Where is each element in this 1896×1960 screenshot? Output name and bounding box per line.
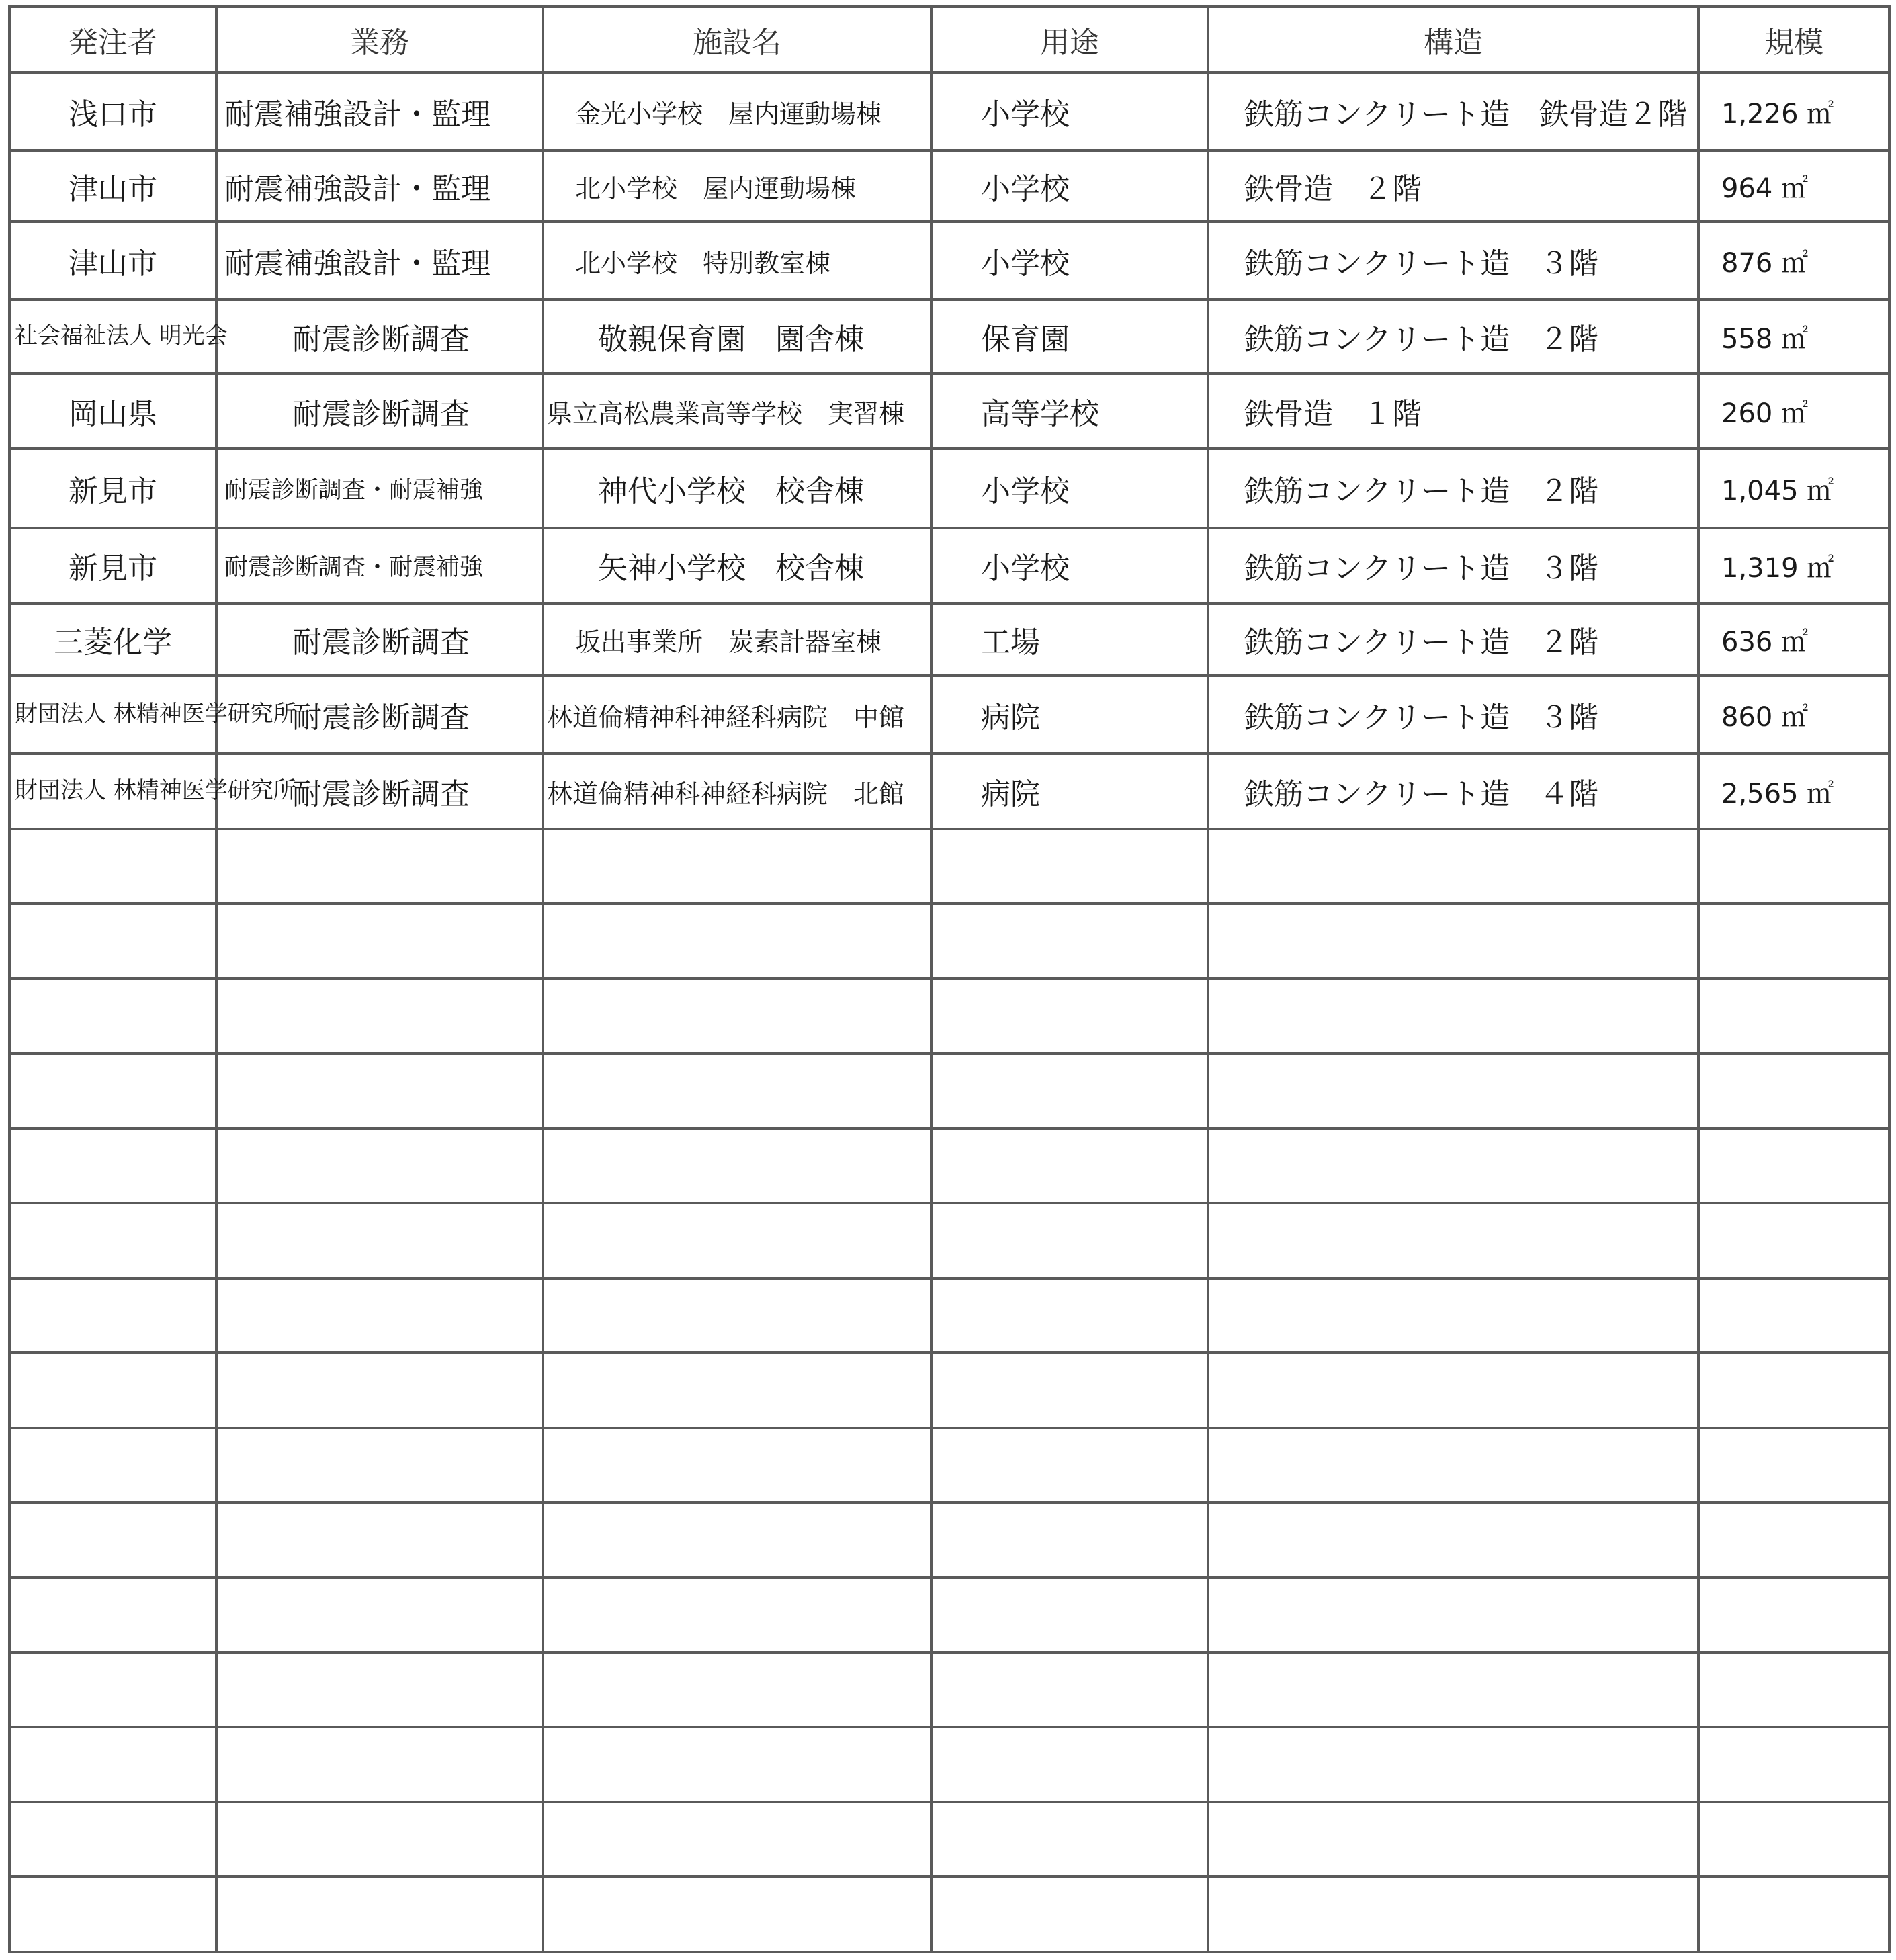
cell-client: 新見市 — [9, 449, 216, 528]
cell-service: 耐震診断調査 — [216, 300, 543, 373]
empty-table-row — [9, 903, 1889, 978]
cell-facility: 北小学校 屋内運動場棟 — [543, 150, 931, 222]
cell-service: 耐震診断調査・耐震補強 — [216, 528, 543, 603]
cell-client: 社会福祉法人 明光会 — [9, 300, 216, 373]
empty-cell — [9, 1203, 216, 1278]
table-row — [9, 603, 1889, 676]
empty-cell — [9, 1802, 216, 1877]
empty-cell — [543, 1278, 931, 1353]
cell-facility: 県立高松農業高等学校 実習棟 — [543, 373, 931, 449]
empty-table-row — [9, 1128, 1889, 1203]
cell-scale: 636 ㎡ — [1698, 603, 1889, 676]
cell-service: 耐震診断調査・耐震補強 — [216, 449, 543, 528]
empty-cell — [1698, 1802, 1889, 1877]
empty-cell — [216, 1727, 543, 1801]
empty-table-row — [9, 1503, 1889, 1577]
cell-scale: 2,565 ㎡ — [1698, 754, 1889, 829]
table-row — [9, 449, 1889, 528]
cell-structure: 鉄筋コンクリート造 ４階 — [1208, 754, 1698, 829]
header-facility: 施設名 — [543, 7, 931, 73]
empty-table-row — [9, 979, 1889, 1053]
facility-list-sheet — [8, 5, 1888, 1953]
cell-use: 小学校 — [931, 528, 1208, 603]
empty-cell — [1208, 1128, 1698, 1203]
header-client: 発注者 — [9, 7, 216, 73]
empty-cell — [543, 1428, 931, 1503]
empty-cell — [1208, 1278, 1698, 1353]
empty-table-row — [9, 1203, 1889, 1278]
empty-cell — [1698, 1503, 1889, 1577]
empty-cell — [1698, 903, 1889, 978]
cell-facility: 金光小学校 屋内運動場棟 — [543, 73, 931, 150]
empty-cell — [1208, 1802, 1698, 1877]
cell-client: 浅口市 — [9, 73, 216, 150]
empty-cell — [9, 1877, 216, 1952]
empty-cell — [216, 1353, 543, 1427]
empty-cell — [931, 1278, 1208, 1353]
cell-scale: 260 ㎡ — [1698, 373, 1889, 449]
cell-client: 財団法人 林精神医学研究所 — [9, 754, 216, 829]
empty-cell — [1698, 1877, 1889, 1952]
cell-facility: 矢神小学校 校舎棟 — [543, 528, 931, 603]
empty-cell — [931, 1203, 1208, 1278]
empty-cell — [9, 1128, 216, 1203]
cell-use: 小学校 — [931, 449, 1208, 528]
empty-cell — [543, 979, 931, 1053]
cell-client: 岡山県 — [9, 373, 216, 449]
empty-cell — [216, 1278, 543, 1353]
empty-table-row — [9, 1652, 1889, 1727]
empty-cell — [1698, 1428, 1889, 1503]
empty-cell — [1698, 1727, 1889, 1801]
empty-cell — [9, 829, 216, 903]
cell-service: 耐震補強設計・監理 — [216, 73, 543, 150]
empty-cell — [216, 829, 543, 903]
table-row — [9, 150, 1889, 222]
empty-cell — [543, 1053, 931, 1128]
empty-cell — [543, 1353, 931, 1427]
empty-cell — [216, 1053, 543, 1128]
header-row — [9, 7, 1889, 73]
cell-structure: 鉄筋コンクリート造 ３階 — [1208, 222, 1698, 300]
cell-scale: 1,045 ㎡ — [1698, 449, 1889, 528]
empty-cell — [1208, 1353, 1698, 1427]
empty-cell — [931, 1578, 1208, 1652]
empty-cell — [216, 1128, 543, 1203]
empty-cell — [1208, 1203, 1698, 1278]
table-row — [9, 222, 1889, 300]
empty-cell — [931, 1428, 1208, 1503]
empty-table-row — [9, 1877, 1889, 1952]
empty-cell — [216, 1877, 543, 1952]
empty-cell — [543, 1578, 931, 1652]
empty-cell — [9, 1503, 216, 1577]
empty-cell — [931, 903, 1208, 978]
cell-scale: 876 ㎡ — [1698, 222, 1889, 300]
empty-cell — [1698, 1652, 1889, 1727]
table-row — [9, 300, 1889, 373]
empty-cell — [931, 1053, 1208, 1128]
cell-client: 財団法人 林精神医学研究所 — [9, 676, 216, 754]
empty-table-row — [9, 1053, 1889, 1128]
table-row — [9, 754, 1889, 829]
empty-cell — [1698, 1278, 1889, 1353]
empty-cell — [9, 1053, 216, 1128]
cell-service: 耐震診断調査 — [216, 373, 543, 449]
cell-structure: 鉄筋コンクリート造 ２階 — [1208, 603, 1698, 676]
empty-cell — [1698, 829, 1889, 903]
cell-service: 耐震診断調査 — [216, 603, 543, 676]
empty-cell — [931, 1727, 1208, 1801]
empty-cell — [9, 1278, 216, 1353]
empty-table-row — [9, 1353, 1889, 1427]
empty-cell — [931, 1802, 1208, 1877]
empty-cell — [543, 1877, 931, 1952]
cell-scale: 860 ㎡ — [1698, 676, 1889, 754]
empty-table-row — [9, 1278, 1889, 1353]
cell-facility: 北小学校 特別教室棟 — [543, 222, 931, 300]
cell-facility: 坂出事業所 炭素計器室棟 — [543, 603, 931, 676]
empty-cell — [931, 829, 1208, 903]
cell-facility: 敬親保育園 園舎棟 — [543, 300, 931, 373]
header-service: 業務 — [216, 7, 543, 73]
empty-cell — [1698, 1128, 1889, 1203]
empty-cell — [931, 1128, 1208, 1203]
table-row — [9, 528, 1889, 603]
empty-cell — [1208, 829, 1698, 903]
header-use: 用途 — [931, 7, 1208, 73]
empty-cell — [216, 1203, 543, 1278]
cell-client: 新見市 — [9, 528, 216, 603]
cell-scale: 964 ㎡ — [1698, 150, 1889, 222]
cell-scale: 1,319 ㎡ — [1698, 528, 1889, 603]
empty-cell — [1208, 1877, 1698, 1952]
empty-cell — [1208, 1727, 1698, 1801]
empty-cell — [543, 1128, 931, 1203]
empty-cell — [9, 1652, 216, 1727]
empty-cell — [1208, 1578, 1698, 1652]
header-scale: 規模 — [1698, 7, 1889, 73]
cell-structure: 鉄骨造 １階 — [1208, 373, 1698, 449]
cell-use: 工場 — [931, 603, 1208, 676]
cell-structure: 鉄筋コンクリート造 鉄骨造２階 — [1208, 73, 1698, 150]
empty-cell — [543, 1802, 931, 1877]
cell-use: 保育園 — [931, 300, 1208, 373]
cell-client: 津山市 — [9, 222, 216, 300]
empty-table-row — [9, 1802, 1889, 1877]
empty-cell — [1208, 1428, 1698, 1503]
cell-structure: 鉄筋コンクリート造 ２階 — [1208, 449, 1698, 528]
table-row — [9, 676, 1889, 754]
empty-cell — [9, 1727, 216, 1801]
cell-use: 小学校 — [931, 73, 1208, 150]
empty-cell — [1698, 1578, 1889, 1652]
empty-table-row — [9, 1428, 1889, 1503]
cell-structure: 鉄筋コンクリート造 ３階 — [1208, 676, 1698, 754]
cell-facility: 林道倫精神科神経科病院 北館 — [543, 754, 931, 829]
table-row — [9, 373, 1889, 449]
empty-cell — [543, 903, 931, 978]
cell-use: 病院 — [931, 754, 1208, 829]
cell-use: 小学校 — [931, 150, 1208, 222]
empty-cell — [9, 979, 216, 1053]
cell-service: 耐震補強設計・監理 — [216, 222, 543, 300]
empty-table-row — [9, 1578, 1889, 1652]
empty-cell — [216, 1578, 543, 1652]
cell-use: 小学校 — [931, 222, 1208, 300]
empty-cell — [931, 1353, 1208, 1427]
cell-use: 病院 — [931, 676, 1208, 754]
empty-cell — [931, 1652, 1208, 1727]
table-row — [9, 73, 1889, 150]
facility-table — [8, 5, 1891, 1953]
empty-cell — [216, 903, 543, 978]
empty-cell — [931, 979, 1208, 1053]
empty-cell — [1698, 979, 1889, 1053]
cell-facility: 林道倫精神科神経科病院 中館 — [543, 676, 931, 754]
empty-cell — [216, 1802, 543, 1877]
cell-structure: 鉄骨造 ２階 — [1208, 150, 1698, 222]
empty-cell — [931, 1877, 1208, 1952]
empty-cell — [1208, 979, 1698, 1053]
cell-service: 耐震診断調査 — [216, 754, 543, 829]
empty-cell — [543, 829, 931, 903]
cell-client: 三菱化学 — [9, 603, 216, 676]
empty-cell — [543, 1652, 931, 1727]
cell-facility: 神代小学校 校舎棟 — [543, 449, 931, 528]
empty-cell — [9, 903, 216, 978]
empty-cell — [1698, 1053, 1889, 1128]
empty-cell — [216, 979, 543, 1053]
cell-service: 耐震補強設計・監理 — [216, 150, 543, 222]
empty-cell — [216, 1503, 543, 1577]
empty-cell — [1208, 903, 1698, 978]
empty-cell — [1208, 1503, 1698, 1577]
empty-cell — [543, 1503, 931, 1577]
empty-cell — [9, 1353, 216, 1427]
cell-structure: 鉄筋コンクリート造 ２階 — [1208, 300, 1698, 373]
cell-service: 耐震診断調査 — [216, 676, 543, 754]
header-structure: 構造 — [1208, 7, 1698, 73]
empty-cell — [1698, 1203, 1889, 1278]
empty-cell — [216, 1652, 543, 1727]
empty-cell — [931, 1503, 1208, 1577]
empty-cell — [216, 1428, 543, 1503]
empty-cell — [1698, 1353, 1889, 1427]
cell-structure: 鉄筋コンクリート造 ３階 — [1208, 528, 1698, 603]
cell-use: 高等学校 — [931, 373, 1208, 449]
empty-cell — [1208, 1053, 1698, 1128]
empty-table-row — [9, 829, 1889, 903]
cell-scale: 558 ㎡ — [1698, 300, 1889, 373]
empty-cell — [543, 1203, 931, 1278]
empty-cell — [9, 1428, 216, 1503]
empty-cell — [9, 1578, 216, 1652]
empty-cell — [1208, 1652, 1698, 1727]
cell-client: 津山市 — [9, 150, 216, 222]
empty-table-row — [9, 1727, 1889, 1801]
cell-scale: 1,226 ㎡ — [1698, 73, 1889, 150]
empty-cell — [543, 1727, 931, 1801]
